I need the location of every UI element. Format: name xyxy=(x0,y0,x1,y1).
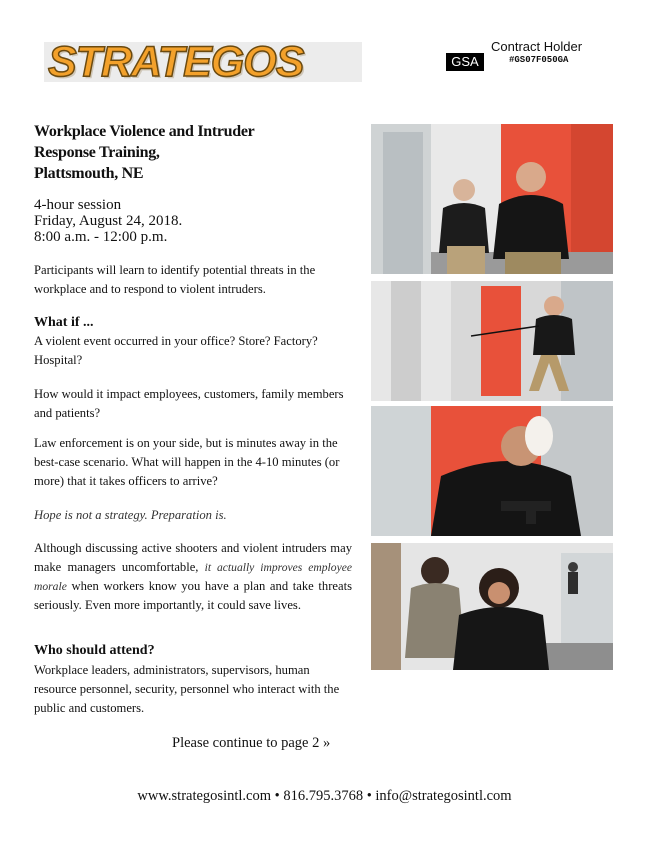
photo-masked-gunman xyxy=(371,406,613,536)
session-length: 4-hour session xyxy=(34,197,122,213)
morale-italic: it actually improves employee morale xyxy=(34,561,353,593)
title-line-3: Plattsmouth, NE xyxy=(34,165,144,182)
logo-text: STRATEGOS xyxy=(48,42,304,82)
gsa-badge: GSA xyxy=(446,53,484,71)
whatif-heading: What if ... xyxy=(34,315,94,330)
contract-holder-label: Contract Holder xyxy=(491,39,583,54)
footer-contact: www.strategosintl.com • 816.795.3768 • info@strategosintl.com xyxy=(137,788,512,804)
session-details xyxy=(34,197,352,245)
event-title xyxy=(34,121,352,184)
photo-trainers-in-hallway xyxy=(371,124,613,274)
strategos-logo xyxy=(44,42,362,82)
whatif-paragraph-2: How would it impact employees, customers, family members and patients? xyxy=(34,387,344,420)
session-time: 8:00 a.m. - 12:00 p.m. xyxy=(34,229,168,245)
morale-paragraph xyxy=(34,539,352,615)
whatif-paragraph-1: A violent event occurred in your office? Store? Factory? Hospital? xyxy=(34,334,318,367)
whatif-paragraph-3: Law enforcement is on your side, but is minutes away in the best-case scenario. What will happen in the 4-10 minutes (or more) that it takes officers to arrive? xyxy=(34,436,340,488)
who-heading: Who should attend? xyxy=(34,643,155,658)
title-line-1: Workplace Violence and Intruder xyxy=(34,123,255,140)
hope-tagline: Hope is not a strategy. Preparation is. xyxy=(34,508,227,522)
session-date: Friday, August 24, 2018. xyxy=(34,213,183,229)
who-paragraph: Workplace leaders, administrators, supervisors, human resource personnel, security, personnel who interact with the public and customers. xyxy=(34,663,340,715)
continue-link[interactable]: Please continue to page 2 » xyxy=(172,735,331,751)
title-line-2: Response Training, xyxy=(34,144,160,161)
contract-number: #GS07F050GA xyxy=(509,55,569,65)
morale-text-b: when workers know you have a plan and take threats seriously. Even more importantly, it could save lives. xyxy=(34,579,352,612)
morale-text-a: Although discussing active shooters and violent intruders may make managers uncomfortable, xyxy=(34,541,352,574)
photo-intruder-drill xyxy=(371,281,613,401)
photo-escaping-employees xyxy=(371,543,613,670)
intro-paragraph: Participants will learn to identify potential threats in the workplace and to respond to violent intruders. xyxy=(34,263,316,296)
